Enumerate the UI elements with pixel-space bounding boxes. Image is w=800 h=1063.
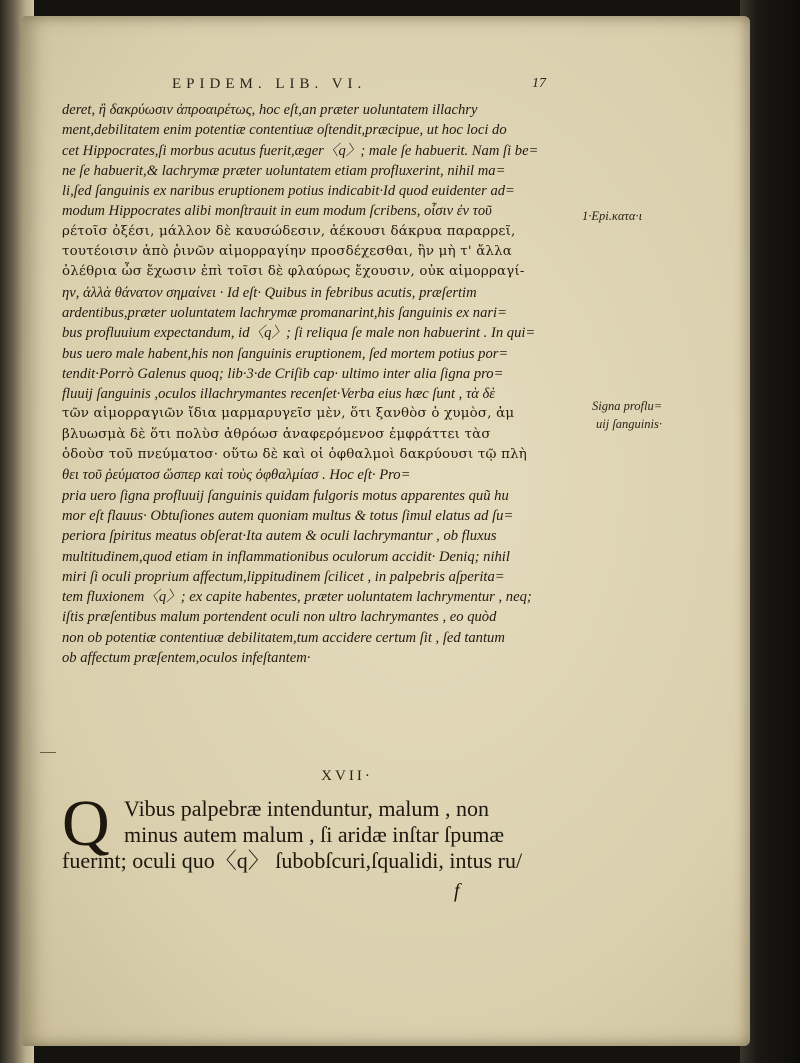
- margin-note-reference: 1·Epi.κατα·ι: [582, 209, 643, 223]
- text-line: bus profluuium expectandum, id〈q〉; ſi reliqua ſe male non habuerint . In qui=: [62, 325, 536, 342]
- text-line: non ob potentiæ contentiuæ debilitatem,tum accidere certum ſit , ſed tantum: [62, 629, 505, 646]
- text-line: ne ſe habuerit,& lachrymæ præter uoluntatem etiam profluxerint, nihil ma=: [62, 162, 506, 179]
- margin-note-signa-1: Signa proflu=: [592, 399, 663, 413]
- text-line: ob affectum præſentem,oculos infeſtantem·: [62, 650, 311, 667]
- aphorism-line: fuerint; oculi quo〈q〉 ſubobſcuri,ſqualidi, intus ru/: [62, 848, 523, 873]
- aphorism-text: [62, 787, 592, 874]
- text-line: tendit·Porrò Galenus quoq; lib·3·de Criſib cap· ultimo inter alia ſigna pro=: [62, 365, 504, 382]
- margin-rule: [40, 752, 56, 753]
- margin-note-signa-2: uij ſanguinis·: [596, 417, 662, 431]
- text-line: βλυωσμὰ δὲ ὅτι πολὺσ ἀθρόωσ ἀναφερόμενοσ ἐμφράττει τὰσ: [62, 426, 491, 442]
- page-number: 17: [532, 76, 546, 91]
- text-line: ardentibus,præter uoluntatem lachrymæ promanarint,his ſanguinis ex nari=: [62, 304, 507, 321]
- text-line: ὁδοὺσ τοῦ πνεύματοσ· οὕτω δὲ καὶ οἱ ὀφθαλμοὶ δακρύουσι τῷ πλὴ: [62, 447, 527, 463]
- aphorism-line: minus autem malum , ſi aridæ inſtar ſpumæ: [124, 822, 505, 847]
- text-line: mor eſt flauus· Obtuſiones autem quoniam multus & totus ſimul elatus ad ſu=: [62, 507, 514, 524]
- running-title: EPIDEM. LIB. VI.: [172, 76, 367, 92]
- text-line: fluuij ſanguinis ,oculos illachrymantes recenſet·Verba eius hæc ſunt , τὰ δὲ: [62, 386, 496, 403]
- text-line: periora ſpiritus meatus obſerat·Ita autem & oculi lachrymantur , ob fluxus: [62, 528, 497, 545]
- book-page: [22, 16, 750, 1046]
- text-line: modum Hippocrates alibi monſtrauit in eum modum ſcribens, οἷσιν ἐν τοῦ: [62, 203, 492, 220]
- section-number: XVII·: [321, 768, 373, 784]
- text-line: τῶν αἱμορραγιῶν ἴδια μαρμαρυγεῖσ μὲν, ὅτι ξανθὸσ ὁ χυμὸσ, ἀμ: [62, 406, 515, 422]
- catchword: f: [454, 880, 460, 902]
- text-line: cet Hippocrates,ſi morbus acutus fuerit,æger〈q〉; male ſe habuerit. Nam ſi be=: [62, 142, 539, 159]
- running-header: [22, 74, 750, 98]
- text-line: ὀλέθρια ὦσ ἔχωσιν ἐπὶ τοῖσι δὲ φλαύρως ἔχουσιν, οὐκ αἱμορραγί-: [62, 264, 525, 280]
- text-line: τουτέοισιν ἀπὸ ῥινῶν αἱμορραγίην προσδέχεσθαι, ἢν μὴ τ' ἄλλα: [62, 244, 513, 260]
- text-line: pria uero ſigna profluuij ſanguinis quidam fulgoris motus apparentes quũ hu: [62, 487, 509, 504]
- text-line: θει τοῦ ῥεύματοσ ὥσπερ καὶ τοὺς ὀφθαλμίασ . Hoc eſt· Pro=: [62, 467, 411, 484]
- text-line: iſtis præſentibus malum portendent oculi non ultro lachrymantes , eo quòd: [62, 609, 497, 626]
- text-line: tem fluxionem〈q〉; ex capite habentes, præter uoluntatem lachrymentur , neq;: [62, 589, 532, 606]
- text-line: li,ſed ſanguinis ex naribus eruptionem potius indicabit·Id quod euidenter ad=: [62, 183, 515, 200]
- text-line: ρέτοῖσ ὀξέσι, μάλλον δὲ καυσώδεσιν, ἀέκουσι δάκρυα παραρρεῖ,: [62, 223, 516, 239]
- commentary-text: [62, 100, 582, 668]
- text-line: ην, ἀλλὰ θάνατον σημαίνει · Id eſt· Quibus in febribus acutis, præſertim: [62, 284, 477, 301]
- text-line: miri ſi oculi proprium affectum,lippitudinem ſcilicet , in palpebris aſperita=: [62, 568, 505, 585]
- text-line: bus uero male habent,his non ſanguinis eruptionem, ſed mortem potius por=: [62, 345, 509, 362]
- text-line: deret, ἢ δακρύωσιν ἀπροαιρέτως, hoc eſt,an præter uoluntatem illachry: [62, 102, 478, 118]
- text-line: ment,debilitatem enim potentiæ contentiuæ oſtendit,præcipue, ut hoc loci do: [62, 122, 507, 139]
- text-line: multitudinem,quod etiam in inflammationibus oculorum accidit· Deniq; nihil: [62, 548, 510, 565]
- aphorism-line: Vibus palpebræ intenduntur, malum , non: [124, 796, 490, 821]
- drop-cap: Q: [62, 787, 110, 860]
